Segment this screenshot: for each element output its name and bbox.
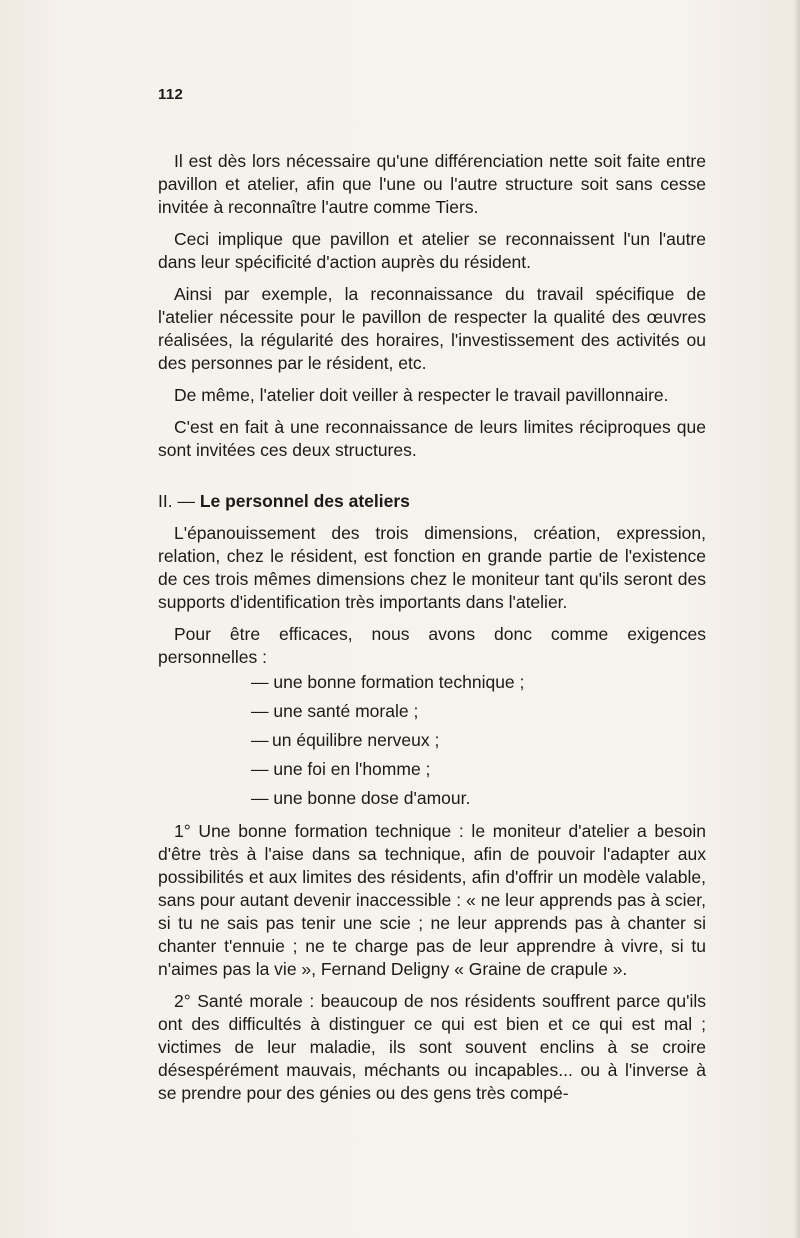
list-item: — une bonne formation technique ;: [251, 672, 525, 692]
page-number: 112: [158, 86, 184, 103]
list-item: — une santé morale ;: [251, 701, 419, 721]
page-body: [158, 150, 706, 1114]
paragraph: Ainsi par exemple, la reconnaissance du travail spécifique de l'atelier nécessite pour le pavillon de respecter la qualité des œuvres réalisées, la régularité des horaires, l'investissement des activités ou des personnes par le résident, etc.: [158, 284, 706, 373]
paragraph: C'est en fait à une reconnaissance de leurs limites réciproques que sont invitées ces deux structures.: [158, 417, 706, 460]
list-item: — une foi en l'homme ;: [251, 759, 431, 779]
paragraph: De même, l'atelier doit veiller à respecter le travail pavillonnaire.: [174, 385, 669, 405]
requirements-list: [158, 671, 706, 810]
section-title: Le personnel des ateliers: [199, 491, 410, 511]
list-item: — une bonne dose d'amour.: [251, 788, 471, 808]
paragraph: 2° Santé morale : beaucoup de nos résidents souffrent parce qu'ils ont des difficultés à distinguer ce qui est bien et ce qui est mal ; victimes de leur maladie, ils sont souvent enclins à se croire désespérément mauvais, méchants ou incapables... ou à l'inverse à se prendre pour des génies ou des gens très compé-: [158, 991, 706, 1103]
list-item: — un équilibre nerveux ;: [251, 730, 440, 750]
section-heading: [158, 490, 706, 513]
page-edge-shadow: [794, 0, 800, 1238]
paragraph: 1° Une bonne formation technique : le moniteur d'atelier a besoin d'être très à l'aise dans sa technique, afin de pouvoir l'adapter aux possibilités et aux limites des résidents, afin d'offrir un modèle valable, sans pour autant devenir inaccessible : « ne leur apprends pas à scier, si tu ne sais pas tenir une scie ; ne leur apprends pas à chanter si chanter t'ennuie ; ne te charge pas de leur apprendre à vivre, si tu n'aimes pas la vie », Fernand Deligny « Graine de crapule ».: [158, 821, 706, 979]
paragraph: Il est dès lors nécessaire qu'une différenciation nette soit faite entre pavillon et atelier, afin que l'une ou l'autre structure soit sans cesse invitée à reconnaître l'autre comme Tiers.: [158, 151, 706, 217]
paragraph: L'épanouissement des trois dimensions, création, expression, relation, chez le résident, est fonction en grande partie de l'existence de ces trois mêmes dimensions chez le moniteur tant qu'ils seront des supports d'identification très importants dans l'atelier.: [158, 523, 706, 612]
paragraph: Pour être efficaces, nous avons donc comme exigences personnelles :: [158, 624, 706, 667]
section-number: II. —: [158, 491, 195, 511]
paragraph: Ceci implique que pavillon et atelier se reconnaissent l'un l'autre dans leur spécificité d'action auprès du résident.: [158, 229, 706, 272]
